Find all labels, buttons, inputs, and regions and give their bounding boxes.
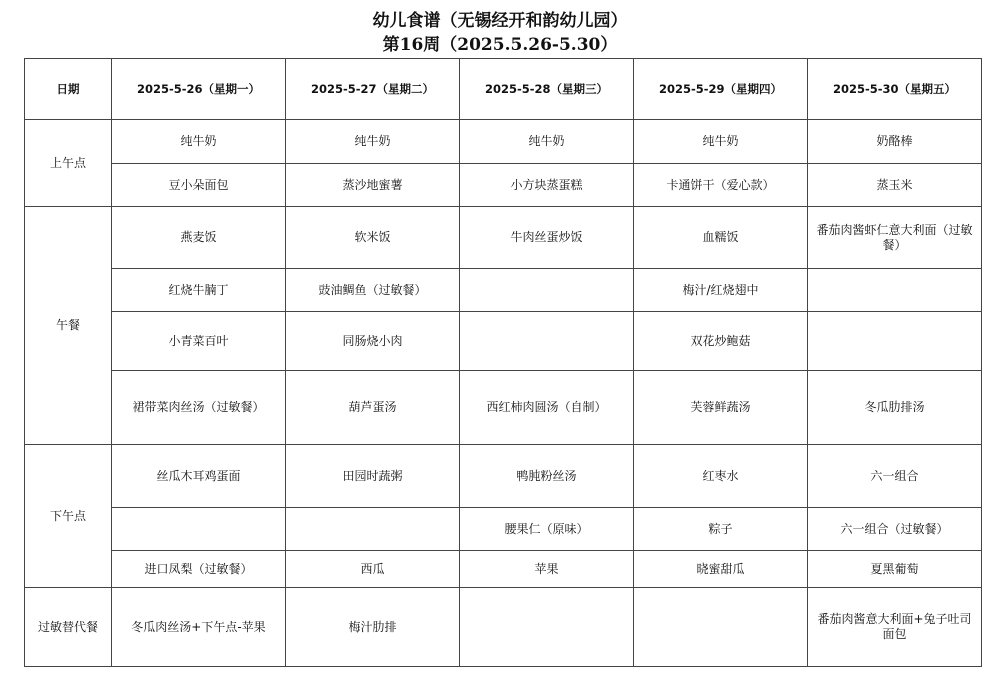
table-cell: 进口凤梨（过敏餐） [112,551,286,588]
table-cell: 晓蜜甜瓜 [634,551,808,588]
table-cell: 豉油鲷鱼（过敏餐） [286,269,460,312]
menu-title: 幼儿食谱（无锡经开和韵幼儿园） [372,11,628,31]
table-row [25,371,982,445]
header-cell: 2025-5-30（星期五） [808,59,982,120]
table-cell: 红烧牛腩丁 [112,269,286,312]
table-cell: 葫芦蛋汤 [286,371,460,445]
table-cell: 西瓜 [286,551,460,588]
table-cell: 纯牛奶 [634,120,808,164]
table-cell: 梅汁肋排 [286,588,460,667]
header-cell: 2025-5-29（星期四） [634,59,808,120]
table-row [25,207,982,269]
table-cell [460,588,634,667]
table-cell: 粽子 [634,508,808,551]
table-cell: 红枣水 [634,445,808,508]
header-cell: 2025-5-27（星期二） [286,59,460,120]
table-cell [460,269,634,312]
table-cell [634,588,808,667]
table-cell: 双花炒鲍菇 [634,312,808,371]
category-cell: 下午点 [25,445,112,588]
table-cell [112,508,286,551]
table-cell: 燕麦饭 [112,207,286,269]
table-cell [460,312,634,371]
table-cell: 夏黑葡萄 [808,551,982,588]
category-cell: 过敏替代餐 [25,588,112,667]
table-cell: 芙蓉鲜蔬汤 [634,371,808,445]
table-cell: 纯牛奶 [286,120,460,164]
table-row [25,508,982,551]
table-row [25,312,982,371]
table-cell: 冬瓜肋排汤 [808,371,982,445]
menu-table [24,58,982,667]
header-cell: 2025-5-26（星期一） [112,59,286,120]
table-cell: 西红柿肉圆汤（自制） [460,371,634,445]
table-cell: 卡通饼干（爱心款） [634,164,808,207]
table-cell: 番茄肉酱虾仁意大利面（过敏餐） [808,207,982,269]
table-cell: 腰果仁（原味） [460,508,634,551]
table-cell: 小青菜百叶 [112,312,286,371]
table-cell: 田园时蔬粥 [286,445,460,508]
table-cell: 豆小朵面包 [112,164,286,207]
table-cell: 裙带菜肉丝汤（过敏餐） [112,371,286,445]
table-cell: 冬瓜肉丝汤+下午点-苹果 [112,588,286,667]
table-row [25,551,982,588]
header-cell: 2025-5-28（星期三） [460,59,634,120]
table-row [25,445,982,508]
table-cell: 软米饭 [286,207,460,269]
table-cell: 蒸玉米 [808,164,982,207]
table-cell: 同肠烧小肉 [286,312,460,371]
table-cell [808,312,982,371]
menu-subtitle: 第16周（2025.5.26-5.30） [382,35,618,55]
table-row [25,120,982,164]
table-cell: 小方块蒸蛋糕 [460,164,634,207]
table-cell: 苹果 [460,551,634,588]
header-row [25,59,982,120]
category-cell: 上午点 [25,120,112,207]
table-cell [808,269,982,312]
table-row [25,269,982,312]
table-cell: 梅汁/红烧翅中 [634,269,808,312]
table-cell: 丝瓜木耳鸡蛋面 [112,445,286,508]
table-row [25,164,982,207]
table-cell: 纯牛奶 [460,120,634,164]
table-cell: 蒸沙地蜜薯 [286,164,460,207]
table-cell: 六一组合 [808,445,982,508]
header-cell: 日期 [25,59,112,120]
table-cell: 牛肉丝蛋炒饭 [460,207,634,269]
table-cell: 纯牛奶 [112,120,286,164]
table-cell [286,508,460,551]
table-cell: 奶酪棒 [808,120,982,164]
table-cell: 鸭肫粉丝汤 [460,445,634,508]
category-cell: 午餐 [25,207,112,445]
table-cell: 番茄肉酱意大利面+兔子吐司面包 [808,588,982,667]
table-row [25,588,982,667]
table-cell: 血糯饭 [634,207,808,269]
table-cell: 六一组合（过敏餐） [808,508,982,551]
